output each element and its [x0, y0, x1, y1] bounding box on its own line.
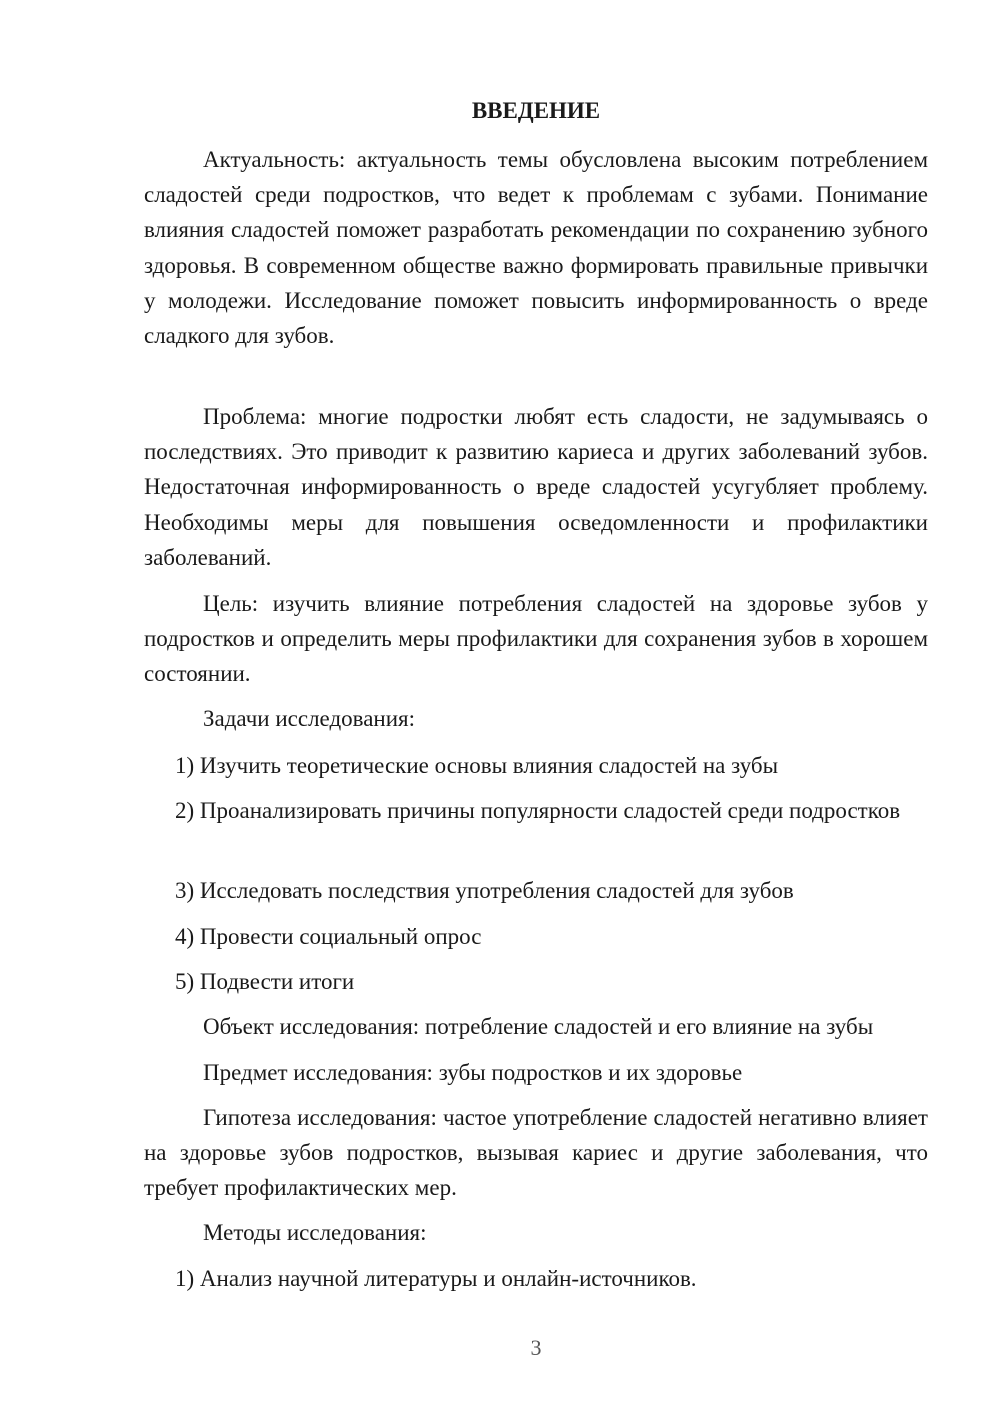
page-title: ВВЕДЕНИЕ: [471, 98, 601, 123]
paragraph-object: Объект исследования: потребление сладостей и его влияние на зубы: [203, 1014, 874, 1039]
page-number: 3: [530, 1335, 542, 1360]
task-item-4: 4) Провести социальный опрос: [175, 924, 482, 949]
paragraph-problem: Проблема: многие подростки любят есть сладости, не задумываясь о последствиях. Это приводит к развитию кариеса и других заболеваний зубов. Недостаточная информированность о вреде сладостей усугубляет проблему. Необходимы меры для повышения осведомленности и профилактики заболеваний.: [144, 404, 928, 570]
tasks-heading: Задачи исследования:: [203, 706, 416, 731]
task-item-5: 5) Подвести итоги: [175, 969, 355, 994]
task-item-1: 1) Изучить теоретические основы влияния сладостей на зубы: [175, 753, 779, 778]
method-item-1: 1) Анализ научной литературы и онлайн-источников.: [175, 1266, 697, 1291]
paragraph-hypothesis: Гипотеза исследования: частое употребление сладостей негативно влияет на здоровье зубов подростков, вызывая кариес и другие заболевания, что требует профилактических мер.: [144, 1105, 928, 1201]
task-item-3: 3) Исследовать последствия употребления сладостей для зубов: [175, 878, 794, 903]
task-item-2: 2) Проанализировать причины популярности сладостей среди подростков: [175, 798, 901, 823]
methods-heading: Методы исследования:: [203, 1220, 427, 1245]
paragraph-goal: Цель: изучить влияние потребления сладостей на здоровье зубов у подростков и определить меры профилактики для сохранения зубов в хорошем состоянии.: [144, 591, 928, 687]
paragraph-subject: Предмет исследования: зубы подростков и их здоровье: [203, 1060, 743, 1085]
paragraph-relevance: Актуальность: актуальность темы обусловлена высоким потреблением сладостей среди подростков, что ведет к проблемам с зубами. Понимание влияния сладостей поможет разработать рекомендации по сохранению зубного здоровья. В современном обществе важно формировать правильные привычки у молодежи. Исследование поможет повысить информированность о вреде сладкого для зубов.: [144, 147, 928, 349]
